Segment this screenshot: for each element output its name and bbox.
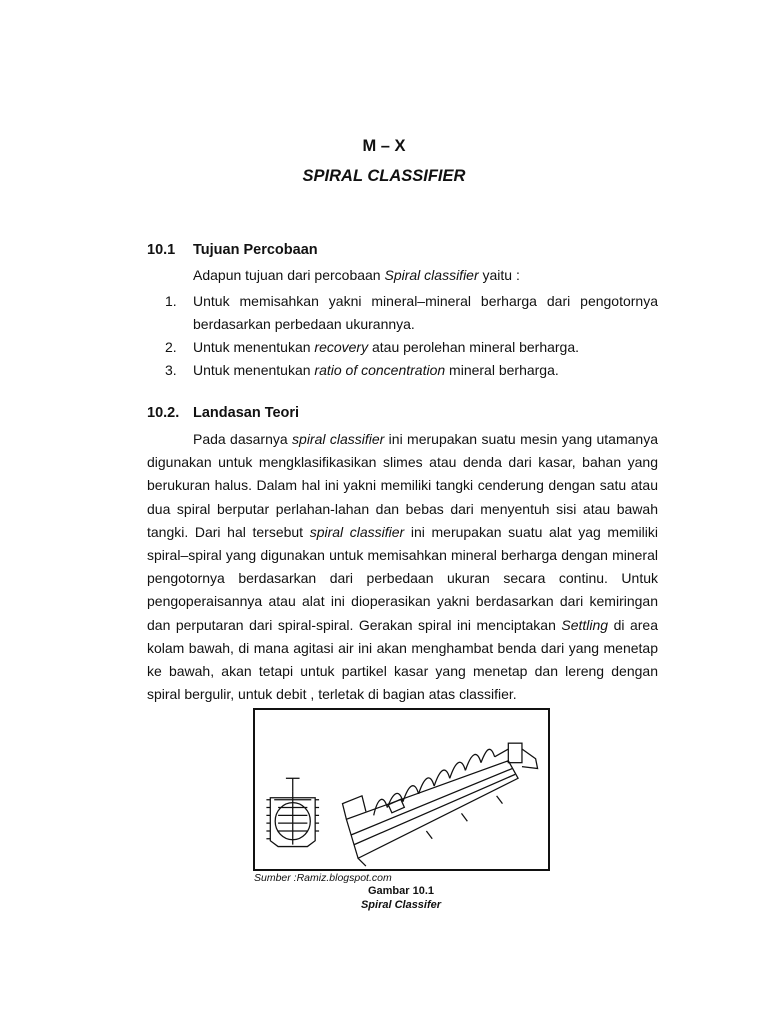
spiral-classifier-figure (253, 708, 550, 871)
list-italic: recovery (314, 339, 369, 355)
intro-italic: Spiral classifier (384, 267, 479, 283)
section-heading-landasan (147, 405, 299, 421)
section-heading-tujuan (147, 242, 318, 258)
chapter-code: M – X (362, 137, 406, 155)
figure-caption-number: Gambar 10.1 (367, 885, 435, 897)
list-item (165, 359, 658, 382)
section-number: 10.2. (147, 405, 180, 421)
intro-after: yaitu : (478, 267, 520, 283)
list-text-after: atau perolehan mineral berharga. (368, 339, 580, 355)
side-view-drawing (342, 743, 537, 866)
section-title: Landasan Teori (193, 405, 300, 421)
list-italic: ratio of concentration (314, 362, 446, 378)
list-text-after: mineral berharga. (445, 362, 559, 378)
para-text: Pada dasarnya (193, 431, 293, 447)
section-number: 10.1 (147, 242, 176, 258)
list-item (165, 336, 658, 359)
list-number: 1. (165, 293, 177, 309)
objectives-list (165, 290, 658, 382)
para-text: ini merupakan suatu mesin yang utamanya digunakan untuk mengklasifikasikan slimes atau denda dari kasar, bahan yang berukuran halus. Dalam hal ini yakni memiliki tangki cenderung dengan satu atau dua spiral berputar perlahan-lahan dan bebas dari menyentuh sisi atau bawah tangki. Dari hal tersebut (147, 431, 658, 540)
figure-source: Sumber :Ramiz.blogspot.com (254, 872, 392, 884)
para-text: ini merupakan suatu alat yag memiliki spiral–spiral yang digunakan untuk memisahkan mineral berharga dengan mineral pengotornya berdasarkan dari perbedaan ukuran secara continu. Untuk pengoperaisannya atau alat ini dioperasikan yakni berdasarkan dari kemiringan dan perputaran dari spiral-spiral. Gerakan spiral ini menciptakan (147, 523, 658, 633)
para-italic: spiral classifier (292, 431, 385, 447)
chapter-title: SPIRAL CLASSIFIER (302, 167, 466, 185)
para-italic: spiral classifier (309, 523, 405, 540)
end-view-drawing (266, 778, 319, 846)
theory-paragraph (147, 428, 658, 706)
spiral-classifier-drawing (255, 710, 548, 869)
list-item (165, 290, 658, 336)
para-italic: Settling (561, 616, 609, 633)
section-title: Tujuan Percobaan (193, 242, 318, 258)
list-number: 3. (165, 362, 177, 378)
list-text: Untuk menentukan (193, 339, 315, 355)
list-text: Untuk memisahkan yakni mineral–mineral berharga dari pengotornya berdasarkan perbedaan ukurannya. (193, 293, 658, 332)
intro-text (193, 267, 520, 283)
list-text: Untuk menentukan (193, 362, 315, 378)
intro-before: Adapun tujuan dari percobaan (193, 267, 385, 283)
figure-caption-title: Spiral Classifer (360, 899, 442, 911)
para-text: di area kolam bawah, di mana agitasi air ini akan menghambat benda dari yang menetap ke bawah, akan tetapi untuk partikel kasar yang menetap dan lereng dengan spiral bergulir, untuk debit , terletak di bagian atas classifier. (147, 616, 658, 703)
list-number: 2. (165, 339, 177, 355)
